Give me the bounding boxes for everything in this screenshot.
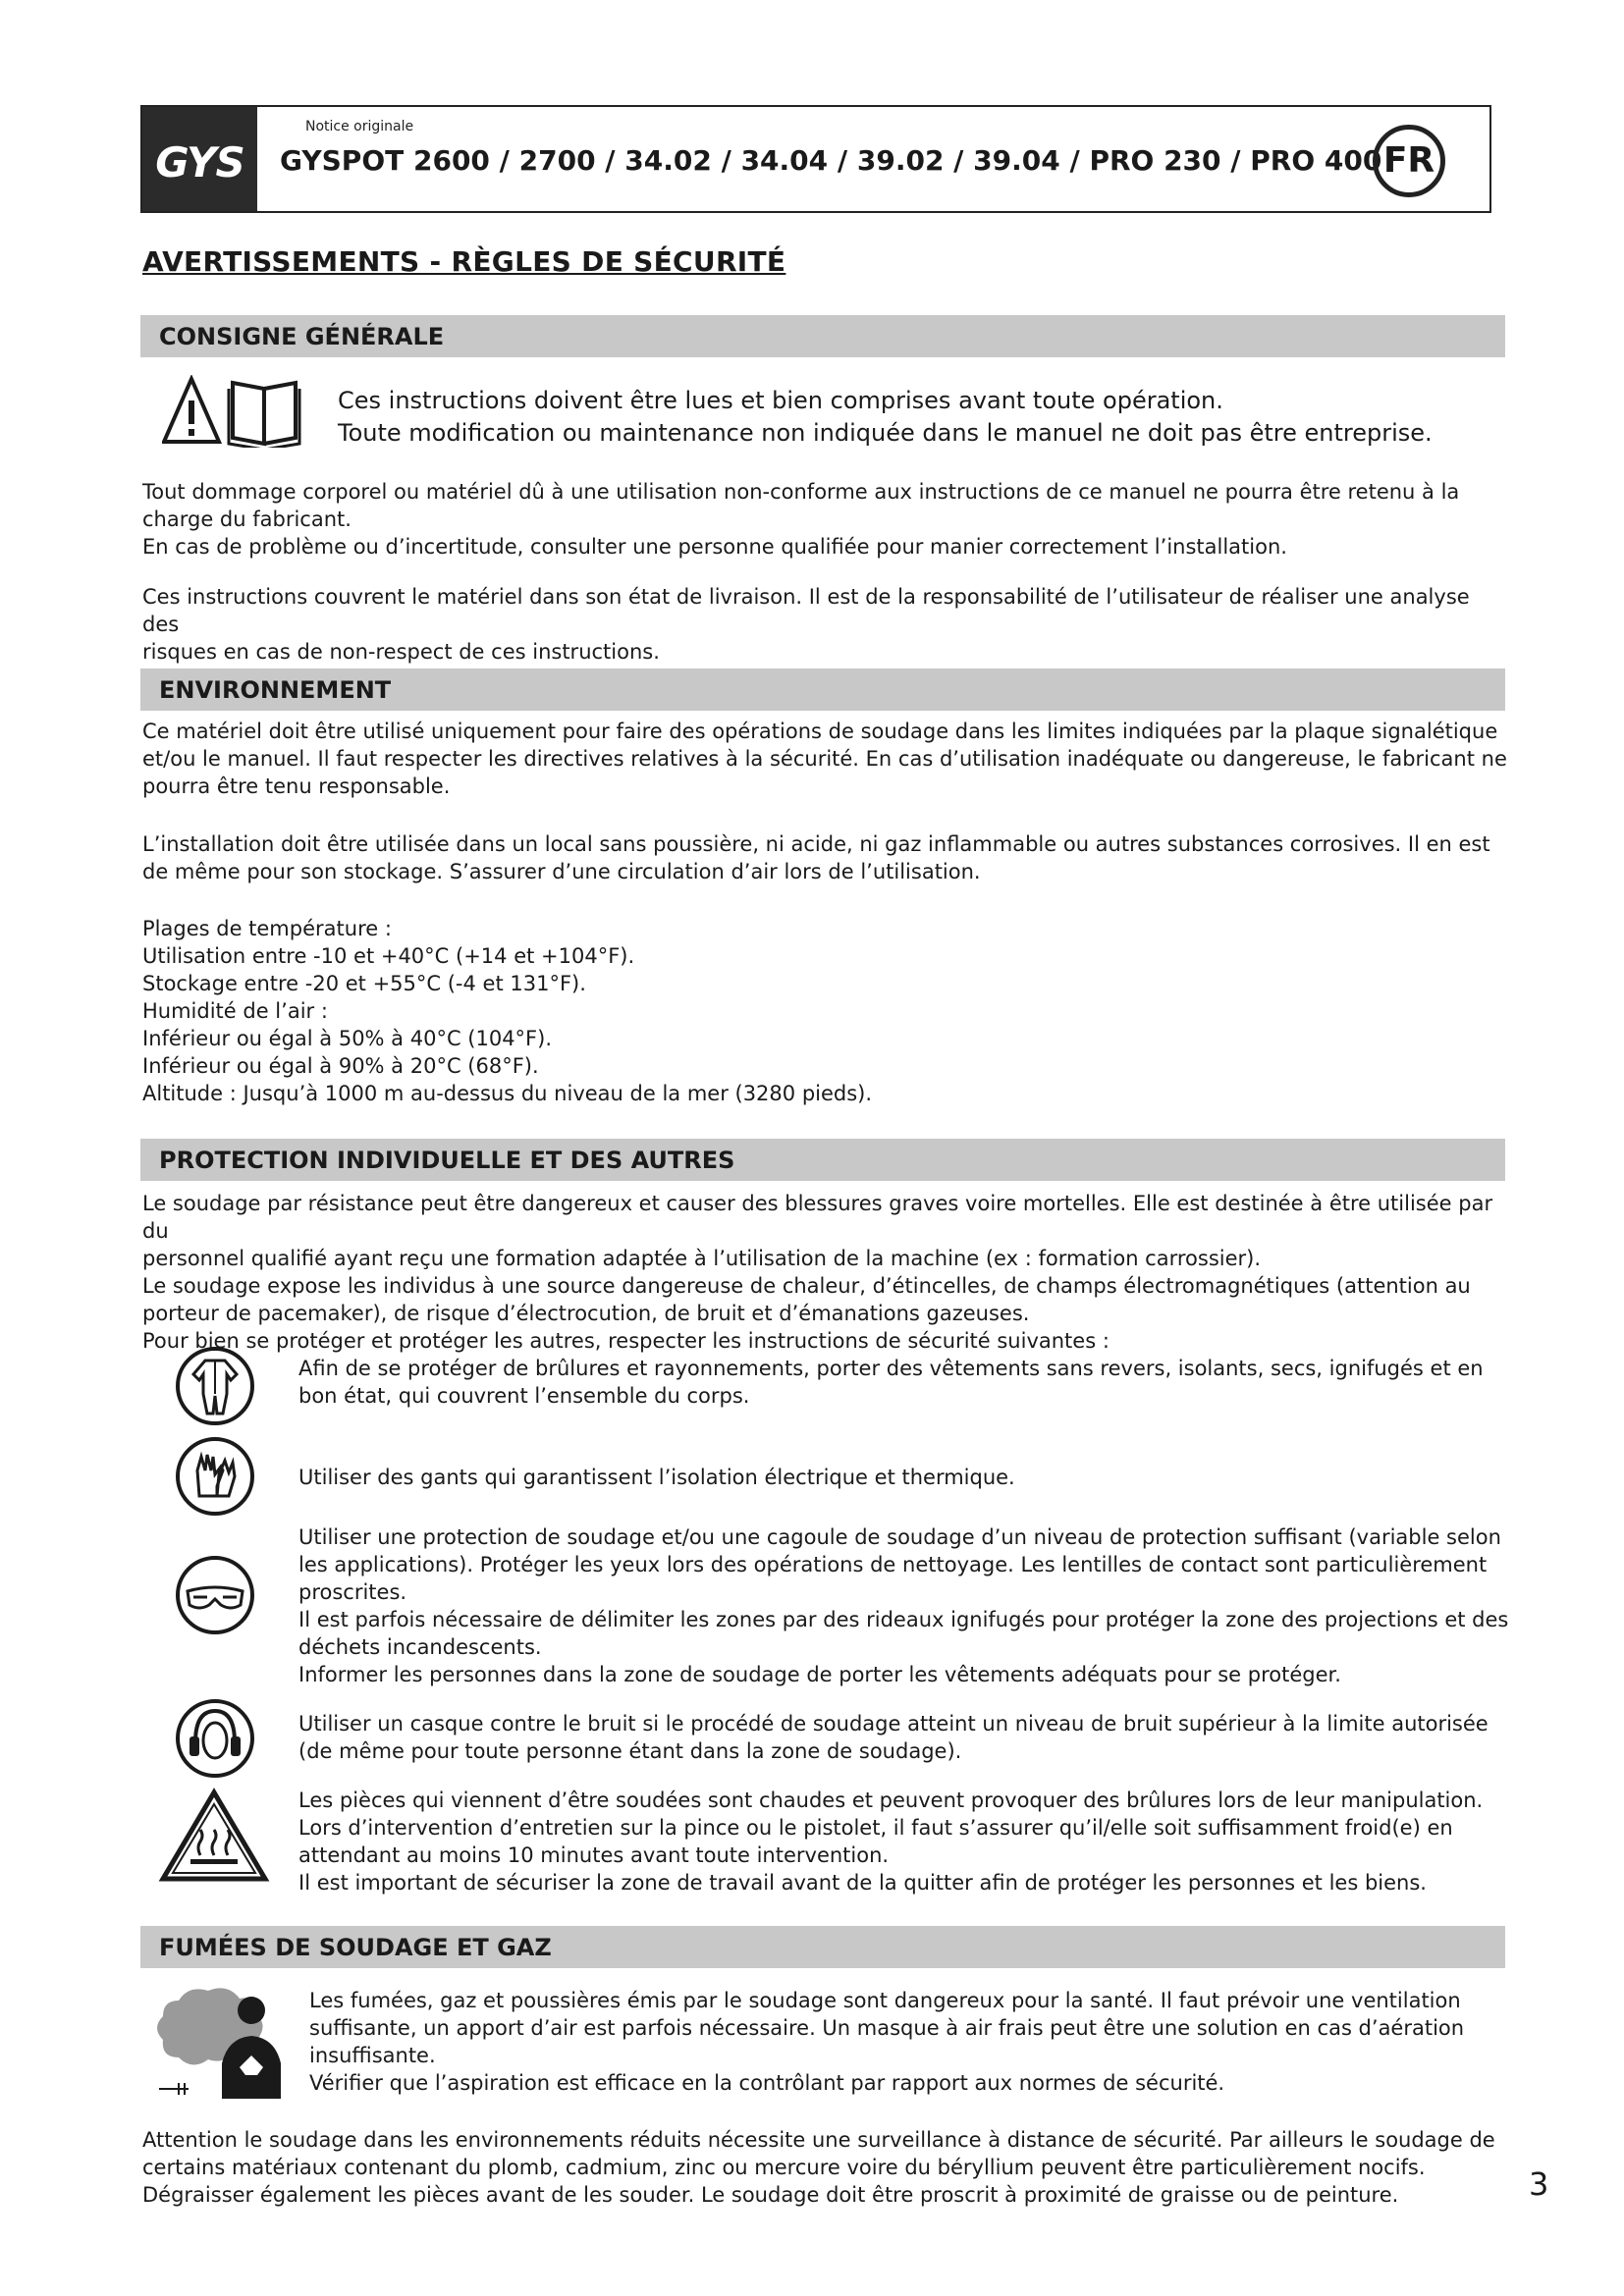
noise-text xyxy=(298,1710,1489,1765)
text-line: Les pièces qui viennent d’être soudées sont chaudes et peuvent provoquer des brûlures lors de leur manipulation. xyxy=(298,1789,1484,1812)
text-line: Utiliser des gants qui garantissent l’isolation électrique et thermique. xyxy=(298,1466,1015,1489)
welding-fumes-icon xyxy=(149,1981,297,2103)
general-paragraph-2 xyxy=(142,583,1507,666)
text-line: déchets incandescents. xyxy=(298,1635,542,1659)
text-line: pourra être tenu responsable. xyxy=(142,774,451,798)
text-line: Afin de se protéger de brûlures et rayonnements, porter des vêtements sans revers, isolants, secs, ignifugés et en xyxy=(298,1357,1484,1380)
section-header-protection xyxy=(140,1139,1505,1181)
gloves-text xyxy=(298,1464,1015,1491)
section-header-general xyxy=(140,315,1505,357)
clothing-text xyxy=(298,1355,1484,1410)
text-line: Il est parfois nécessaire de délimiter les zones par des rideaux ignifugés pour protéger la zone des projections et des xyxy=(298,1608,1509,1631)
general-paragraph-1 xyxy=(142,478,1507,561)
text-line: Ce matériel doit être utilisé uniquement pour faire des opérations de soudage dans les limites indiquées par la plaque signalétique xyxy=(142,720,1498,743)
temperature-storage: Stockage entre -20 et +55°C (-4 et 131°F). xyxy=(142,972,586,995)
text-line: personnel qualifié ayant reçu une formation adaptée à l’utilisation de la machine (ex : formation carrossier). xyxy=(142,1247,1262,1270)
text-line: porteur de pacemaker), de risque d’électrocution, de bruit et d’émanations gazeuses. xyxy=(142,1302,1030,1325)
fumes-paragraph-2 xyxy=(142,2126,1507,2209)
hot-parts-text xyxy=(298,1787,1483,1896)
intro-line: Toute modification ou maintenance non indiquée dans le manuel ne doit pas être entreprise. xyxy=(338,419,1433,447)
humidity-title: Humidité de l’air : xyxy=(142,999,328,1023)
document-header xyxy=(140,105,1491,213)
text-line: les applications). Protéger les yeux lors des opérations de nettoyage. Les lentilles de contact sont particulièrement xyxy=(298,1553,1488,1576)
text-line: Le soudage par résistance peut être dangereux et causer des blessures graves voire mortelles. Elle est destinée à être utilisée par du xyxy=(142,1192,1493,1243)
text-line: Ces instructions couvrent le matériel dans son état de livraison. Il est de la responsabilité de l’utilisateur de réaliser une analyse des xyxy=(142,585,1470,636)
logo-text: GYS xyxy=(155,138,244,187)
warning-read-manual-icon xyxy=(162,375,309,448)
text-line: Le soudage expose les individus à une source dangereuse de chaleur, d’étincelles, de champs électromagnétiques (attention au xyxy=(142,1274,1471,1298)
text-line: Utiliser un casque contre le bruit si le procédé de soudage atteint un niveau de bruit supérieur à la limite autorisée xyxy=(298,1712,1489,1735)
general-intro xyxy=(338,385,1433,450)
text-line: Vérifier que l’aspiration est efficace en la contrôlant par rapport aux normes de sécurité. xyxy=(309,2071,1225,2095)
page-number: 3 xyxy=(1529,2165,1549,2203)
section-header-environment xyxy=(140,668,1505,711)
glasses-text xyxy=(298,1523,1508,1688)
text-line: Tout dommage corporel ou matériel dû à une utilisation non-conforme aux instructions de ce manuel ne pourra être retenu à la xyxy=(142,480,1460,504)
text-line: insuffisante. xyxy=(309,2044,436,2067)
altitude-line: Altitude : Jusqu’à 1000 m au-dessus du niveau de la mer (3280 pieds). xyxy=(142,1082,873,1105)
page-title: AVERTISSEMENTS - RÈGLES DE SÉCURITÉ xyxy=(142,245,786,278)
text-line: risques en cas de non-respect de ces instructions. xyxy=(142,640,660,664)
ear-protection-icon xyxy=(174,1697,256,1780)
text-line: bon état, qui couvrent l’ensemble du corps. xyxy=(298,1384,750,1408)
text-line: certains matériaux contenant du plomb, cadmium, zinc ou mercure voire du béryllium peuvent être particulièrement nocifs. xyxy=(142,2156,1426,2179)
text-line: Informer les personnes dans la zone de soudage de porter les vêtements adéquats pour se protéger. xyxy=(298,1663,1341,1686)
text-line: Les fumées, gaz et poussières émis par le soudage sont dangereux pour la santé. Il faut prévoir une ventilation xyxy=(309,1989,1461,2012)
section-title: FUMÉES DE SOUDAGE ET GAZ xyxy=(159,1934,552,1961)
gloves-icon xyxy=(174,1435,256,1518)
text-line: (de même pour toute personne étant dans la zone de soudage). xyxy=(298,1739,962,1763)
protective-clothing-icon xyxy=(174,1345,256,1427)
text-line: de même pour son stockage. S’assurer d’une circulation d’air lors de l’utilisation. xyxy=(142,860,981,883)
text-line: Pour bien se protéger et protéger les autres, respecter les instructions de sécurité suivantes : xyxy=(142,1329,1110,1353)
fumes-text xyxy=(309,1987,1464,2097)
text-line: Utiliser une protection de soudage et/ou une cagoule de soudage d’un niveau de protection suffisant (variable selon xyxy=(298,1525,1501,1549)
language-badge: FR xyxy=(1373,125,1445,197)
section-header-fumes xyxy=(140,1926,1505,1968)
humidity-line: Inférieur ou égal à 90% à 20°C (68°F). xyxy=(142,1054,539,1078)
safety-glasses-icon xyxy=(174,1554,256,1636)
environment-conditions xyxy=(142,915,872,1107)
model-list: GYSPOT 2600 / 2700 / 34.02 / 34.04 / 39.02 / 39.04 / PRO 230 / PRO 400 xyxy=(280,144,1382,177)
text-line: attendant au moins 10 minutes avant toute intervention. xyxy=(298,1843,890,1867)
text-line: proscrites. xyxy=(298,1580,407,1604)
text-line: et/ou le manuel. Il faut respecter les directives relatives à la sécurité. En cas d’utilisation inadéquate ou dangereuse, le fabricant ne xyxy=(142,747,1507,771)
section-title: CONSIGNE GÉNÉRALE xyxy=(159,323,445,350)
intro-line: Ces instructions doivent être lues et bien comprises avant toute opération. xyxy=(338,387,1223,414)
text-line: L’installation doit être utilisée dans un local sans poussière, ni acide, ni gaz inflammable ou autres substances corrosives. Il en est xyxy=(142,832,1490,856)
text-line: suffisante, un apport d’air est parfois nécessaire. Un masque à air frais peut être une solution en cas d’aération xyxy=(309,2016,1465,2040)
temperature-use: Utilisation entre -10 et +40°C (+14 et +104°F). xyxy=(142,944,635,968)
text-line: Attention le soudage dans les environnements réduits nécessite une surveillance à distance de sécurité. Par ailleurs le soudage de xyxy=(142,2128,1495,2152)
protection-intro xyxy=(142,1190,1507,1355)
text-line: Il est important de sécuriser la zone de travail avant de la quitter afin de protéger les personnes et les biens. xyxy=(298,1871,1427,1895)
environment-paragraph-2 xyxy=(142,830,1507,885)
section-title: PROTECTION INDIVIDUELLE ET DES AUTRES xyxy=(159,1147,735,1174)
humidity-line: Inférieur ou égal à 50% à 40°C (104°F). xyxy=(142,1027,553,1050)
text-line: En cas de problème ou d’incertitude, consulter une personne qualifiée pour manier correctement l’installation. xyxy=(142,535,1287,559)
gys-logo xyxy=(142,107,257,211)
environment-paragraph-1 xyxy=(142,718,1507,800)
text-line: Dégraisser également les pièces avant de les souder. Le soudage doit être proscrit à proximité de graisse ou de peinture. xyxy=(142,2183,1399,2207)
section-title: ENVIRONNEMENT xyxy=(159,676,392,704)
notice-label: Notice originale xyxy=(305,119,414,134)
temperature-title: Plages de température : xyxy=(142,917,392,940)
text-line: Lors d’intervention d’entretien sur la pince ou le pistolet, il faut s’assurer qu’il/elle soit suffisamment froid(e) en xyxy=(298,1816,1453,1840)
text-line: charge du fabricant. xyxy=(142,507,352,531)
hot-surface-warning-icon xyxy=(157,1787,271,1885)
